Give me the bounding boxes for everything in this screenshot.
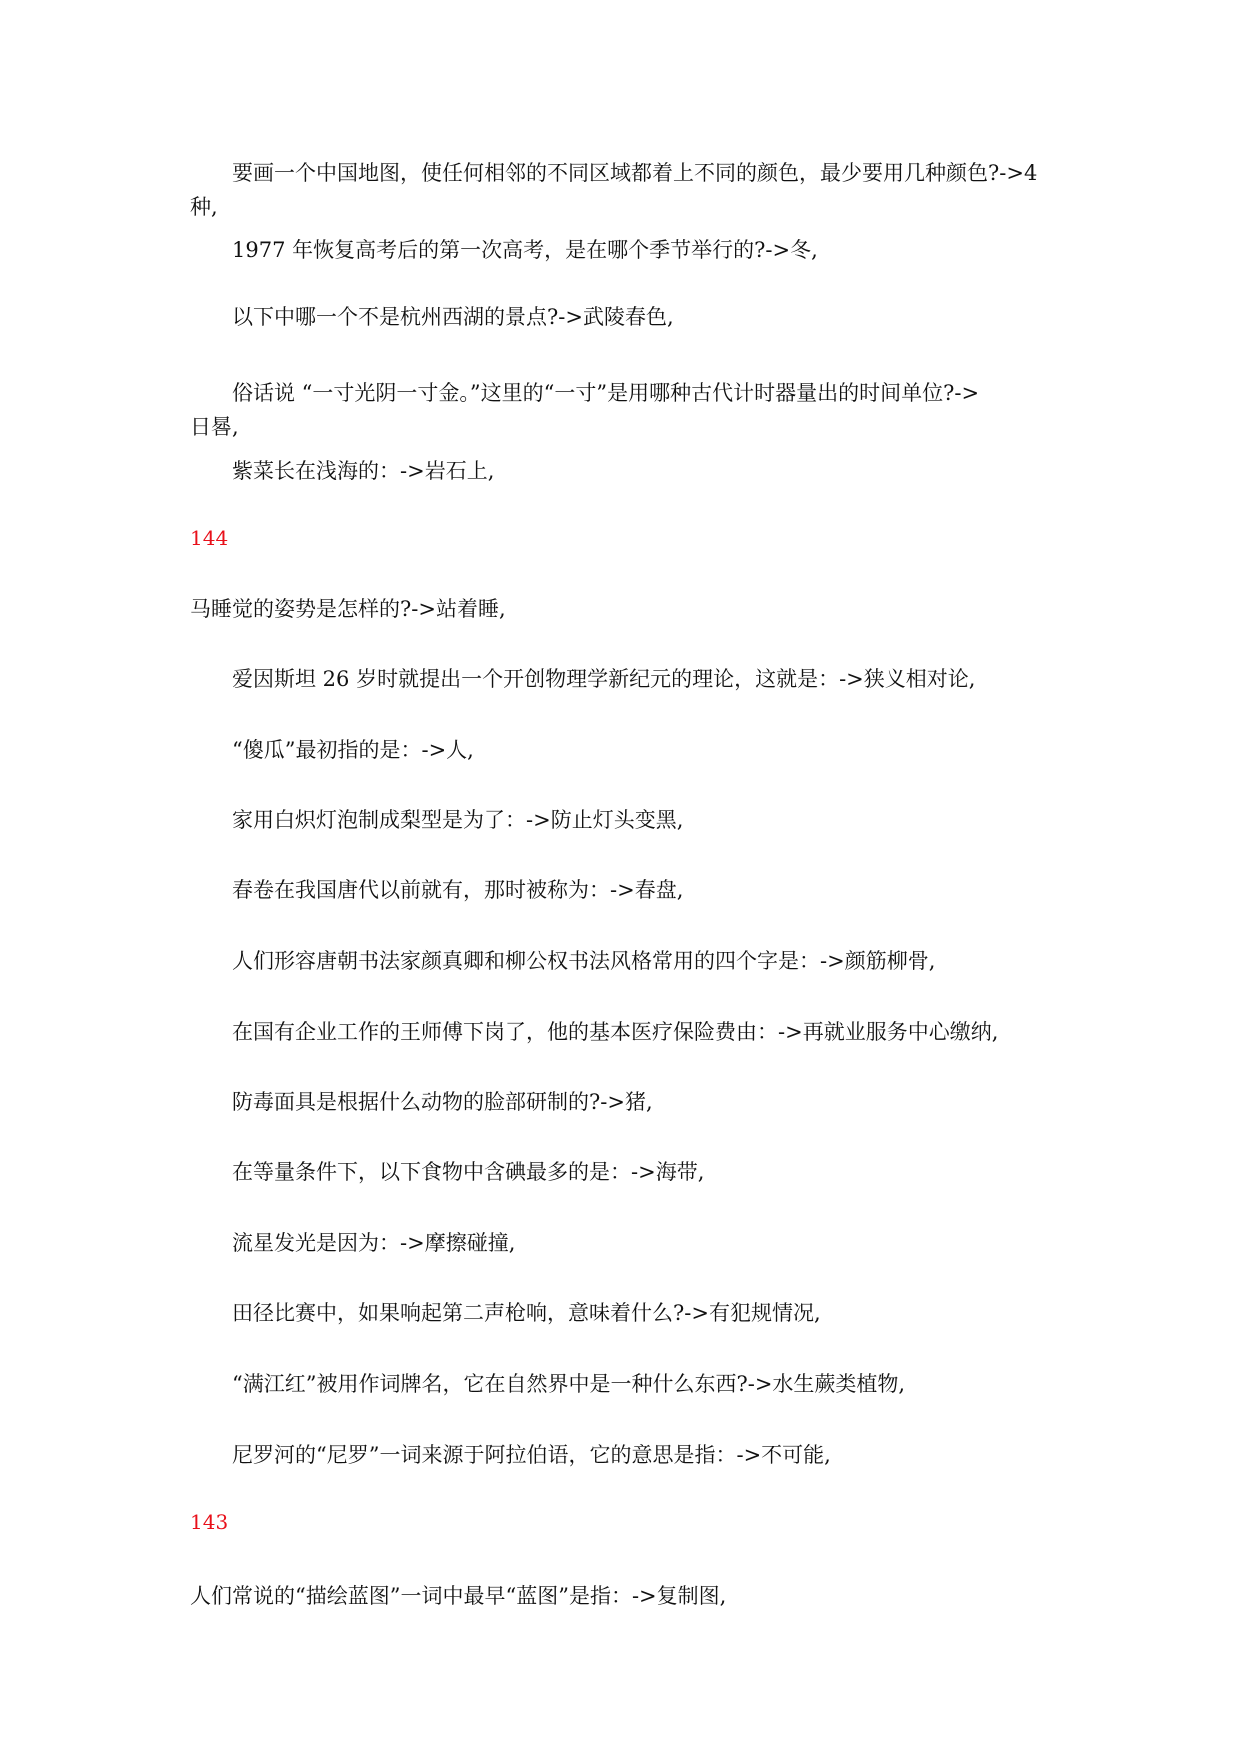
question-line: 在等量条件下，以下食物中含碘最多的是：->海带, bbox=[232, 1160, 705, 1184]
question-line: 田径比赛中，如果响起第二声枪响，意味着什么?->有犯规情况, bbox=[232, 1301, 821, 1325]
question-line: 要画一个中国地图，使任何相邻的不同区域都着上不同的颜色，最少要用几种颜色?->4 bbox=[232, 161, 1038, 185]
question-line: 尼罗河的“尼罗”一词来源于阿拉伯语，它的意思是指：->不可能, bbox=[232, 1443, 831, 1467]
section-number: 143 bbox=[190, 1510, 229, 1534]
question-line-continued: 种, bbox=[190, 195, 218, 219]
question-line-continued: 日晷, bbox=[190, 415, 239, 439]
section-number: 144 bbox=[190, 526, 229, 550]
question-line: 俗话说 “一寸光阴一寸金。”这里的“一寸”是用哪种古代计时器量出的时间单位?-> bbox=[232, 381, 980, 405]
question-line: “满江红”被用作词牌名，它在自然界中是一种什么东西?->水生蕨类植物, bbox=[232, 1372, 906, 1396]
question-line: “傻瓜”最初指的是：->人, bbox=[232, 738, 474, 762]
question-line: 1977 年恢复高考后的第一次高考，是在哪个季节举行的?->冬, bbox=[232, 238, 818, 262]
question-line: 爱因斯坦 26 岁时就提出一个开创物理学新纪元的理论，这就是：->狭义相对论, bbox=[232, 667, 976, 691]
question-line: 紫菜长在浅海的：->岩石上, bbox=[232, 459, 495, 483]
question-line: 家用白炽灯泡制成梨型是为了：->防止灯头变黑, bbox=[232, 808, 684, 832]
question-line: 人们常说的“描绘蓝图”一词中最早“蓝图”是指：->复制图, bbox=[190, 1584, 727, 1608]
question-line: 春卷在我国唐代以前就有，那时被称为：->春盘, bbox=[232, 878, 684, 902]
question-line: 人们形容唐朝书法家颜真卿和柳公权书法风格常用的四个字是：->颜筋柳骨, bbox=[232, 949, 936, 973]
question-line: 在国有企业工作的王师傅下岗了，他的基本医疗保险费由：->再就业服务中心缴纳, bbox=[232, 1020, 999, 1044]
question-line: 防毒面具是根据什么动物的脸部研制的?->猪, bbox=[232, 1090, 653, 1114]
question-line: 流星发光是因为：->摩擦碰撞, bbox=[232, 1231, 516, 1255]
question-line: 以下中哪一个不是杭州西湖的景点?->武陵春色, bbox=[232, 305, 674, 329]
question-line: 马睡觉的姿势是怎样的?->站着睡, bbox=[190, 597, 506, 621]
